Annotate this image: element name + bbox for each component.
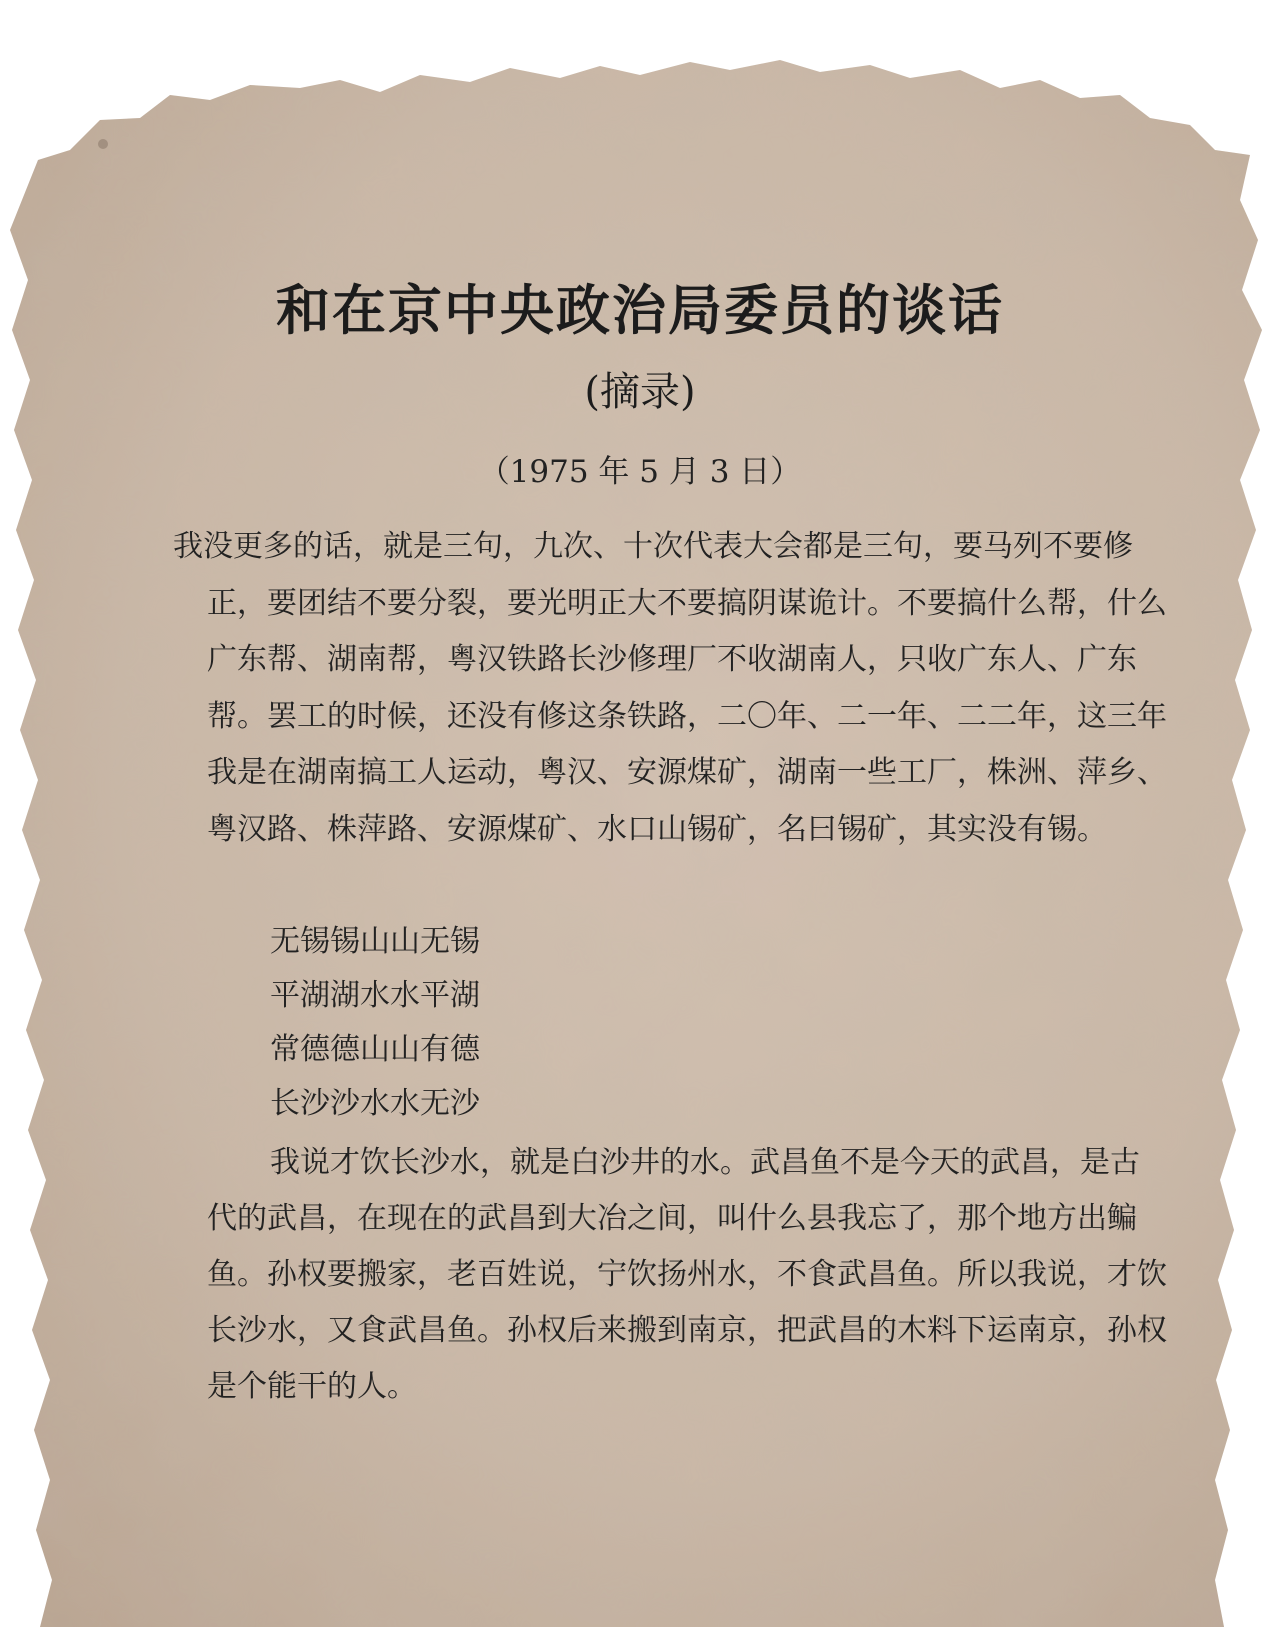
- document-subtitle: (摘录): [584, 369, 696, 415]
- document-title: 和在京中央政治局委员的谈话: [276, 278, 1004, 342]
- document-date: （1975 年 5 月 3 日）: [478, 454, 802, 490]
- paragraph-2: 我说才饮长沙水，就是白沙井的水。武昌鱼不是今天的武昌，是古代的武昌，在现在的武昌到大冶之间，叫什么县我忘了，那个地方出鳊鱼。孙权要搬家，老百姓说，宁饮扬州水，不食武昌鱼。所以我说，才饮长沙水，又食武昌鱼。孙权后来搬到南京，把武昌的木料下运南京，孙权是个能干的人。: [207, 1145, 1167, 1404]
- couplet-poem: [270, 915, 870, 1131]
- paragraph-1: 我没更多的话，就是三句，九次、十次代表大会都是三句，要马列不要修正，要团结不要分裂，要光明正大不要搞阴谋诡计。不要搞什么帮，什么广东帮、湖南帮，粤汉铁路长沙修理厂不收湖南人，只收广东人、广东帮。罢工的时候，还没有修这条铁路，二〇年、二一年、二二年，这三年我是在湖南搞工人运动，粤汉、安源煤矿，湖南一些工厂，株洲、萍乡、粤汉路、株萍路、安源煤矿、水口山锡矿，名曰锡矿，其实没有锡。: [173, 529, 1167, 847]
- poem-line: 长沙沙水水无沙: [270, 1086, 480, 1121]
- poem-line: 无锡锡山山无锡: [270, 924, 480, 959]
- poem-line: 平湖湖水水平湖: [270, 978, 480, 1013]
- poem-line: 常德德山山有德: [270, 1032, 480, 1067]
